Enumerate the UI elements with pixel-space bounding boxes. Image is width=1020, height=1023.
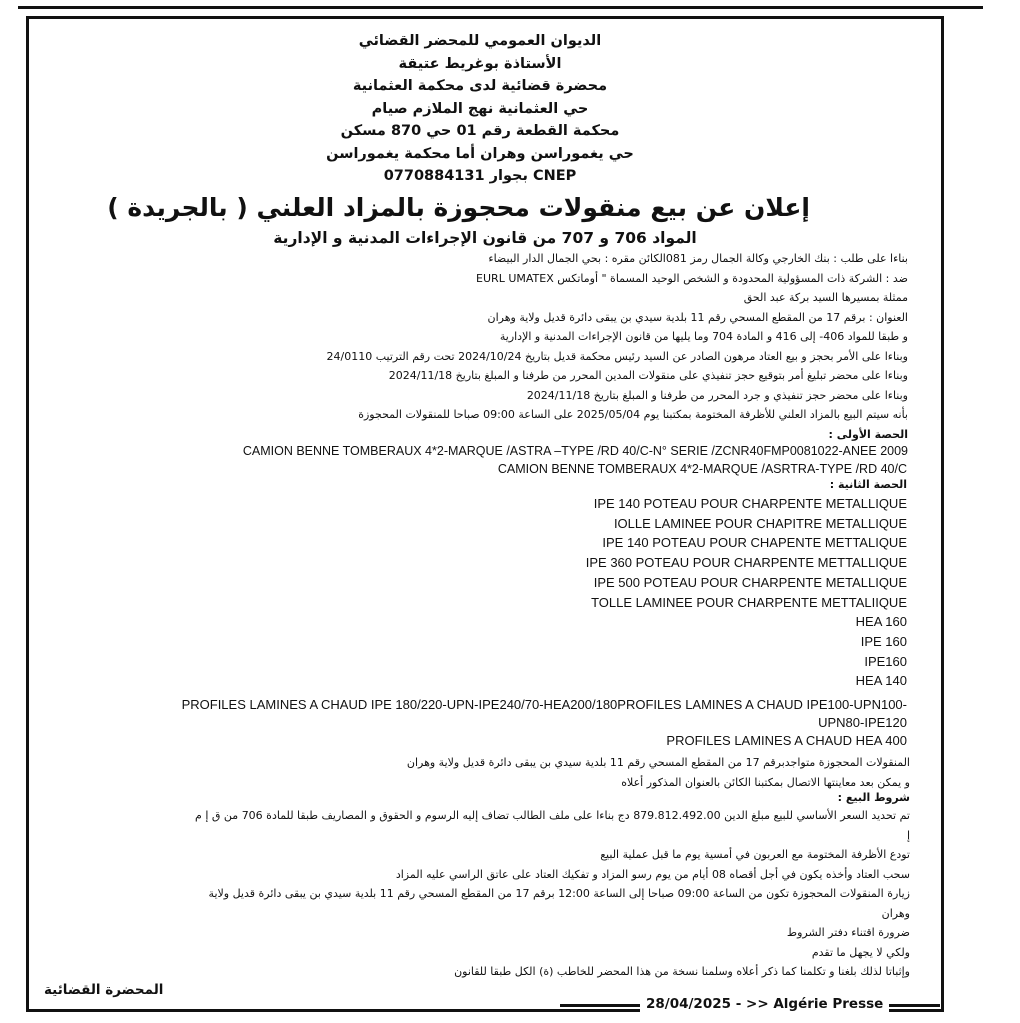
footer-source: 28/04/2025 - >> Algérie Presse — [640, 996, 889, 1012]
body-line: وبناءا على الأمر بحجز و بيع العتاد مرهون الصادر عن السيد رئيس محكمة قديل بتاريخ 2024/10/24 تحت رقم الترتيب 24/0110 — [326, 349, 908, 363]
body-line: بناءا على طلب : بنك الخارجي وكالة الجمال رمز 081الكائن مقره : بحي الجمال الدار البيضاء — [488, 252, 908, 265]
condition-line: تم تحديد السعر الأساسي للبيع مبلغ الدين 879.812.492.00 دج بناءا على ملف الطالب تضاف إليه الرسوم و الحقوق و المصاريف طبقا للمادة 706 من ق إ م — [195, 809, 910, 822]
notice-title: إعلان عن بيع منقولات محجوزة بالمزاد العلني ( بالجريدة ) — [107, 193, 810, 222]
lot2-item: IPE 500 POTEAU POUR CHARPENTE METALLIQUE — [593, 574, 907, 590]
condition-line: تودع الأظرفة المختومة مع العربون في أمسية يوم ما قبل عملية البيع — [600, 848, 910, 861]
profiles-line: PROFILES LAMINES A CHAUD IPE 180/220-UPN-IPE240/70-HEA200/180PROFILES LAMINES A CHAUD IPE100-UPN100- — [181, 697, 907, 712]
body-line: ضد : الشركة ذات المسؤولية المحدودة و الشخص الوحيد المسماة " أوماتكس EURL UMATEX — [476, 271, 908, 285]
lot1-item: CAMION BENNE TOMBERAUX 4*2-MARQUE /ASTRA –TYPE /RD 40/C-N° SERIE /ZCNR40FMP0081022-ANEE 2009 — [242, 444, 908, 458]
profiles-line: UPN80-IPE120 — [818, 715, 907, 730]
conditions-label: شروط البيع : — [837, 791, 910, 804]
lot2-item: IPE 140 POTEAU POUR CHARPENTE METALLIQUE — [593, 496, 907, 511]
lot2-item: IPE 160 — [860, 633, 907, 649]
condition-line: سحب العتاد وأخذه يكون في أجل أقصاه 08 أيام من يوم رسو المزاد و تفكيك العتاد على عاتق الراسي عليه المزاد — [395, 867, 910, 881]
header-line: محكمة القطعة رقم 01 حي 870 مسكن — [340, 123, 620, 139]
header-line: محضرة قضائية لدى محكمة العثمانية — [352, 78, 608, 94]
header-line: الأستاذة بوغريط عتيقة — [398, 55, 562, 72]
condition-line: وإثباتا لذلك بلغنا و تكلمنا كما ذكر أعلاه وسلمنا نسخة من هذا المحضر للخاطب (ة) الكل طبقا للقانون — [454, 965, 910, 978]
body-line: و طبقا للمواد 406- إلى 416 و المادة 704 وما يليها من قانون الإجراءات المدنية و الإدارية — [499, 330, 908, 343]
lot2-items — [307, 494, 907, 691]
header-line: حي يغموراسن وهران أما محكمة يغموراسن — [326, 145, 634, 162]
lot2-item: IPE 360 POTEAU POUR CHARPENTE METTALLIQUE — [585, 555, 907, 571]
body-line: العنوان : برقم 17 من المقطع المسحي رقم 11 بلدية سيدي بن يبقى دائرة قديل ولاية وهران — [487, 310, 908, 324]
office-header — [200, 30, 760, 188]
profiles-line: PROFILES LAMINES A CHAUD HEA 400 — [666, 733, 907, 748]
lot1-item: CAMION BENNE TOMBERAUX 4*2-MARQUE /ASRTRA-TYPE /RD 40/C — [497, 462, 907, 476]
header-line: حي العثمانية نهج الملازم صيام — [371, 100, 589, 117]
lot2-item: IPE 140 POTEAU POUR CHAPENTE METTALIQUE — [602, 535, 907, 551]
conditions-block — [40, 806, 910, 982]
condition-line: زيارة المنقولات المحجوزة تكون من الساعة 09:00 صباحا إلى الساعة 12:00 برقم 17 من المقطع المسحي رقم 11 بلدية سيدي بن يبقى دائرة قديل ولاية — [208, 887, 910, 900]
location-line: المنقولات المحجوزة متواجدبرقم 17 من المقطع المسحي رقم 11 بلدية سيدي بن يبقى دائرة قديل ولاية وهران — [406, 756, 910, 769]
body-line: وبناءا على محضر حجز تنفيذي و جرد المحرر من طرفنا و المبلغ بتاريخ 2024/11/18 — [526, 388, 908, 402]
lot2-label: الحصة الثانية : — [829, 478, 907, 491]
lot2-item: HEA 160 — [855, 614, 907, 630]
notice-body — [148, 249, 908, 444]
header-line: الديوان العمومي للمحضر القضائي — [358, 33, 602, 49]
notice-subtitle: المواد 706 و 707 من قانون الإجراءات المدنية و الإدارية — [273, 229, 697, 247]
lot2-item: IOLLE LAMINEE POUR CHAPITRE METALLIQUE — [613, 515, 907, 531]
body-line: بأنه سيتم البيع بالمزاد العلني للأظرفة المختومة بمكتبنا يوم 2025/05/04 على الساعة 09:00 صباحا للمنقولات المحجوزة — [358, 408, 908, 421]
body-line: ممثلة بمسيرها السيد بركة عبد الحق — [743, 291, 908, 304]
top-rule — [18, 0, 983, 9]
body-line: وبناءا على محضر تبليغ أمر بتوقيع حجز تنفيذي على منقولات المدين المحرر من طرفنا و المبلغ بتاريخ 2024/11/18 — [388, 369, 908, 382]
lot1-label: الحصة الأولى : — [828, 427, 908, 441]
lot2-item: IPE160 — [864, 653, 907, 669]
signature: المحضرة القضائية — [44, 982, 164, 998]
condition-line: ضرورة اقتناء دفتر الشروط — [786, 926, 910, 939]
condition-line: وهران — [881, 906, 910, 920]
location-block — [40, 753, 910, 804]
lot2-item: TOLLE LAMINEE POUR CHARPENTE METTALIIQUE — [591, 594, 907, 610]
condition-line: ولكي لا يجهل ما تقدم — [811, 945, 910, 959]
header-line: CNEP بجوار 0770884131 — [383, 168, 577, 184]
condition-line: إ — [906, 828, 910, 842]
lot2-item: HEA 140 — [855, 673, 907, 689]
location-line: و يمكن بعد معاينتها الاتصال بمكتبنا الكائن بالعنوان المذكور أعلاه — [621, 776, 910, 789]
